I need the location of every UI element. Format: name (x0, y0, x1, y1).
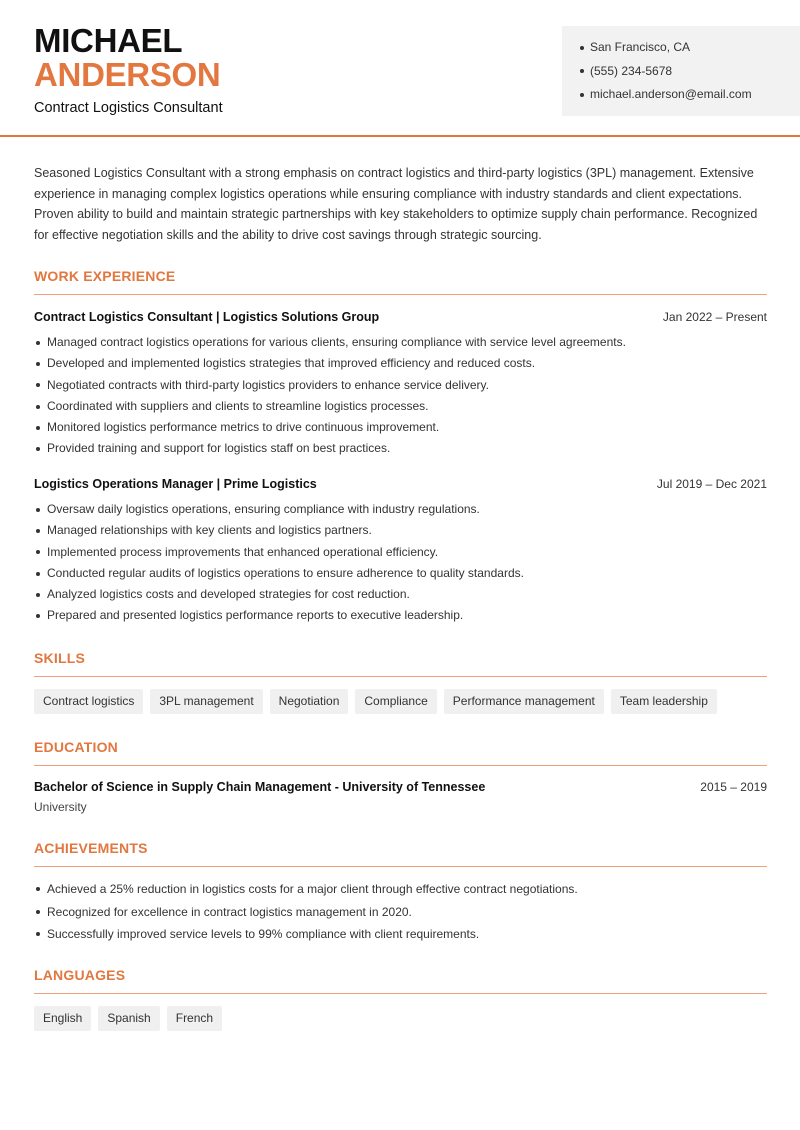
list-item: Negotiated contracts with third-party logistics providers to enhance service delivery. (34, 375, 767, 396)
divider (34, 993, 767, 994)
work-experience-heading: WORK EXPERIENCE (34, 268, 176, 284)
job-dates: Jul 2019 – Dec 2021 (656, 477, 767, 491)
skill-chip: Compliance (355, 689, 436, 714)
bullet-icon (36, 426, 40, 430)
skill-chip: Contract logistics (34, 689, 143, 714)
bullet-icon (36, 910, 40, 914)
language-chip: Spanish (98, 1006, 159, 1031)
contact-box (562, 26, 800, 116)
languages-heading: LANGUAGES (34, 967, 126, 983)
divider (34, 676, 767, 677)
bullet-icon (580, 93, 584, 97)
bullet-icon (36, 572, 40, 576)
bullet-icon (36, 362, 40, 366)
achievements-list (34, 878, 767, 946)
degree: Bachelor of Science in Supply Chain Management - University of Tennessee (34, 780, 486, 794)
skills-heading: SKILLS (34, 650, 85, 666)
list-item: Achieved a 25% reduction in logistics costs for a major client through effective contract negotiations. (34, 878, 767, 901)
last-name: ANDERSON (34, 56, 221, 93)
education-institution: University (34, 800, 87, 814)
list-item: Conducted regular audits of logistics operations to ensure adherence to quality standards. (34, 563, 767, 584)
skill-chip: Team leadership (611, 689, 717, 714)
divider (34, 294, 767, 295)
job-bullets (34, 332, 767, 460)
divider (34, 866, 767, 867)
job-header (34, 477, 767, 491)
education-heading: EDUCATION (34, 739, 118, 755)
list-item: Developed and implemented logistics strategies that improved efficiency and reduced costs. (34, 353, 767, 374)
language-chip: English (34, 1006, 91, 1031)
list-item: Coordinated with suppliers and clients to streamline logistics processes. (34, 396, 767, 417)
list-item: Managed contract logistics operations for various clients, ensuring compliance with service level agreements. (34, 332, 767, 353)
list-item: Successfully improved service levels to 99% compliance with client requirements. (34, 923, 767, 946)
candidate-name (34, 24, 220, 92)
job-dates: Jan 2022 – Present (662, 310, 767, 324)
list-item: Monitored logistics performance metrics to drive continuous improvement. (34, 417, 767, 438)
list-item: Prepared and presented logistics performance reports to executive leadership. (34, 605, 767, 626)
bullet-icon (36, 405, 40, 409)
contact-phone: (555) 234-5678 (580, 60, 800, 84)
first-name: MICHAEL (34, 22, 183, 59)
languages-list (34, 1006, 222, 1031)
bullet-icon (36, 508, 40, 512)
education-header (34, 780, 767, 794)
list-item: Oversaw daily logistics operations, ensuring compliance with industry regulations. (34, 499, 767, 520)
bullet-icon (36, 887, 40, 891)
bullet-icon (36, 932, 40, 936)
job-header (34, 310, 767, 324)
bullet-icon (580, 69, 584, 73)
bullet-icon (36, 447, 40, 451)
list-item: Recognized for excellence in contract logistics management in 2020. (34, 901, 767, 924)
job-bullets (34, 499, 767, 627)
divider (34, 765, 767, 766)
bullet-icon (36, 614, 40, 618)
job-role: Contract Logistics Consultant | Logistics Solutions Group (34, 310, 380, 324)
bullet-icon (36, 341, 40, 345)
bullet-icon (36, 593, 40, 597)
skill-chip: Performance management (444, 689, 604, 714)
contact-email: michael.anderson@email.com (580, 83, 800, 107)
summary: Seasoned Logistics Consultant with a strong emphasis on contract logistics and third-party logistics (3PL) management. Extensive experience in managing complex logistics operations while ensuring compliance with industry standards and client expectations. Proven ability to build and maintain strategic partnerships with key stakeholders to optimize supply chain performance. Recognized for effective negotiation skills and the ability to drive cost savings through strategic sourcing. (34, 166, 758, 243)
education-dates: 2015 – 2019 (700, 780, 767, 794)
skill-chip: Negotiation (270, 689, 349, 714)
bullet-icon (36, 529, 40, 533)
bullet-icon (36, 550, 40, 554)
bullet-icon (36, 383, 40, 387)
bullet-icon (580, 46, 584, 50)
list-item: Provided training and support for logistics staff on best practices. (34, 438, 767, 459)
skills-list (34, 689, 717, 714)
list-item: Managed relationships with key clients and logistics partners. (34, 520, 767, 541)
job-role: Logistics Operations Manager | Prime Logistics (34, 477, 317, 491)
resume-header (0, 0, 800, 137)
achievements-heading: ACHIEVEMENTS (34, 840, 148, 856)
language-chip: French (167, 1006, 222, 1031)
list-item: Analyzed logistics costs and developed strategies for cost reduction. (34, 584, 767, 605)
job-title: Contract Logistics Consultant (34, 100, 223, 116)
list-item: Implemented process improvements that enhanced operational efficiency. (34, 542, 767, 563)
skill-chip: 3PL management (150, 689, 262, 714)
contact-location: San Francisco, CA (580, 36, 800, 60)
